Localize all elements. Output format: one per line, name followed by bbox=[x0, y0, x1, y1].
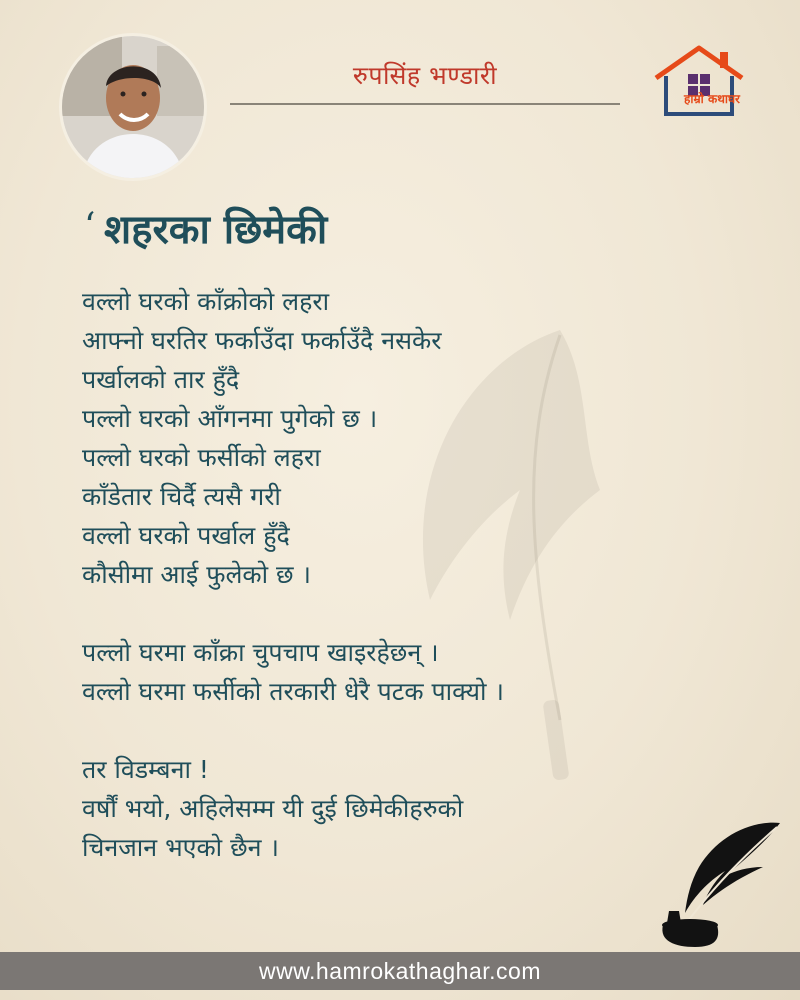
poem-line: पर्खालको तार हुँदै bbox=[82, 365, 240, 394]
poem-line: वल्लो घरमा फर्सीको तरकारी धेरै पटक पाक्यो । bbox=[82, 677, 504, 706]
poem-line: चिनजान भएको छैन । bbox=[82, 833, 279, 862]
poem-line: पल्लो घरको फर्सीको लहरा bbox=[82, 443, 321, 472]
house-logo-icon bbox=[650, 42, 748, 120]
poem-line: वल्लो घरको पर्खाल हुँदै bbox=[82, 521, 290, 550]
poem-line: काँडेतार चिर्दै त्यसै गरी bbox=[82, 482, 281, 511]
poem-title-text: शहरका छिमेकी bbox=[104, 207, 328, 253]
logo-text: हाम्रो कथाघर bbox=[684, 92, 740, 106]
author-name: रुपसिंह भण्डारी bbox=[352, 61, 498, 90]
stanza-2 bbox=[82, 633, 742, 711]
poem-title bbox=[104, 200, 327, 255]
poem-line: पल्लो घरमा काँक्रा चुपचाप खाइरहेछन् । bbox=[82, 638, 439, 667]
poem-line: वल्लो घरको काँक्रोको लहरा bbox=[82, 287, 330, 316]
poem-line: पल्लो घरको आँगनमा पुगेको छ । bbox=[82, 404, 378, 433]
footer-website[interactable]: www.hamrokathaghar.com bbox=[0, 952, 800, 990]
quote-mark: ‘ bbox=[84, 206, 96, 247]
poem-body bbox=[82, 282, 742, 867]
stanza-gap bbox=[82, 594, 742, 633]
stanza-gap bbox=[82, 711, 742, 750]
stanza-3 bbox=[82, 750, 742, 867]
header-divider bbox=[230, 103, 620, 105]
poem-line: वर्षौं भयो, अहिलेसम्म यी दुई छिमेकीहरुको bbox=[82, 794, 464, 823]
stanza-1 bbox=[82, 282, 742, 594]
author-avatar bbox=[62, 36, 204, 178]
quill-inkpot-icon bbox=[655, 815, 785, 950]
poem-line: तर विडम्बना ! bbox=[82, 755, 209, 784]
poem-line: कौसीमा आई फुलेको छ । bbox=[82, 560, 311, 589]
poem-line: आफ्नो घरतिर फर्काउँदा फर्काउँदै नसकेर bbox=[82, 326, 442, 355]
